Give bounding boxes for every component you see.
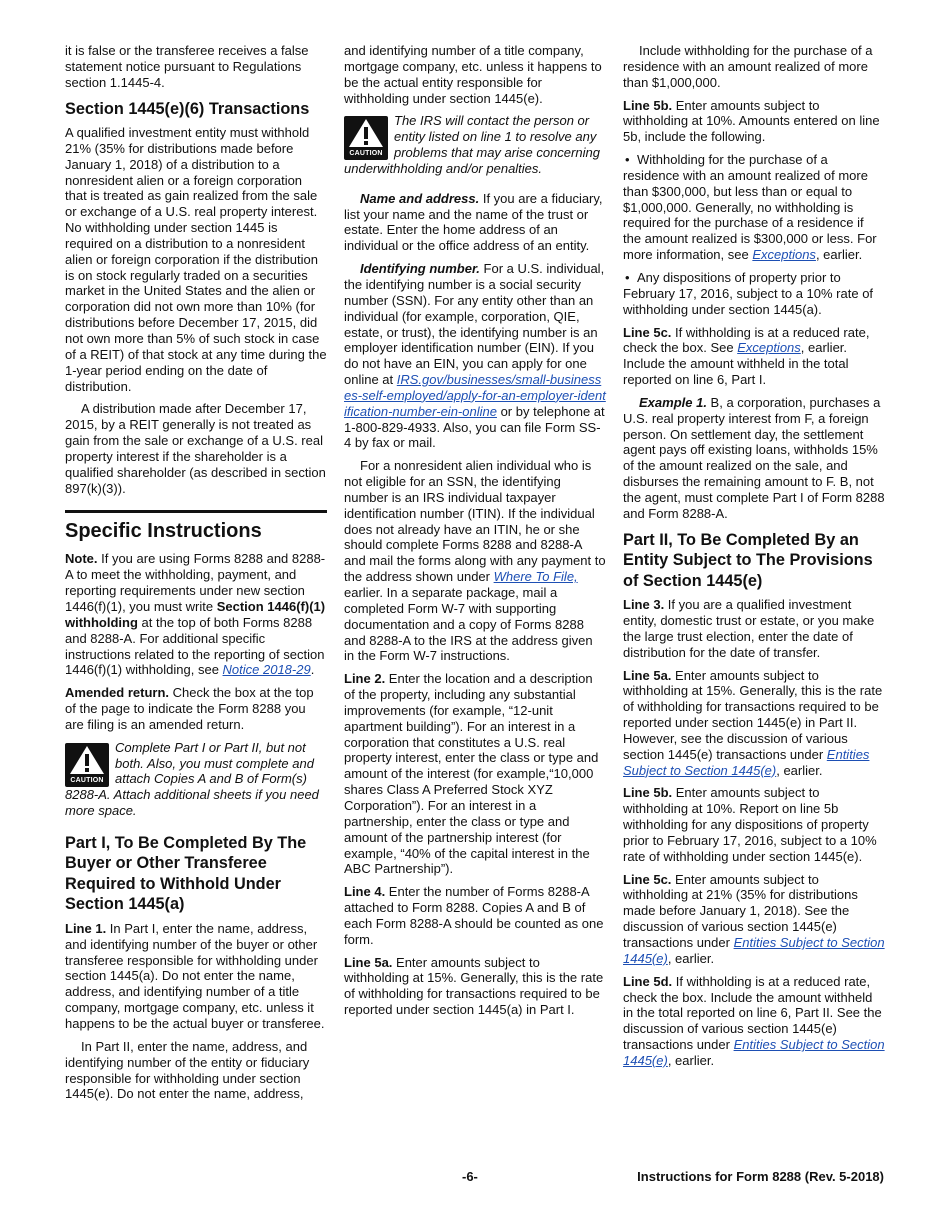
text: . (310, 662, 315, 678)
link-exceptions[interactable]: Exceptions (752, 247, 816, 263)
subsection-heading (65, 99, 327, 120)
caution-icon (65, 743, 109, 787)
bullet-item (623, 270, 885, 318)
paragraph (623, 395, 885, 522)
paragraph (344, 671, 606, 877)
text: , earlier. (776, 762, 823, 778)
text: A qualified investment entity must withhold 21% (35% for distributions made before January 1, 2018) of a distribution to a nonresident alien or a foreign corporation that is treated as gain realized from the sale or exchange of a U.S. real property interest. No withholding under section 1445 is required on a distribution to a nonresident alien or foreign corporation if the distribution is on stock regularly traded on a securities market in the United States and the alien or corporation did not own more than 10% (for distributions before December 17, 2015, did not own more than 5% of such stock in case of a REIT) of that stock at any time during the 1-year period ending on the date of distribution. (65, 125, 327, 394)
bold-lead-in: Line 5d. (623, 973, 673, 989)
paragraph (65, 401, 327, 496)
bold-lead-in: Line 5b. (623, 785, 673, 801)
text: Enter amounts subject to withholding at 10%. Amounts entered on line 5b, include the following. (623, 97, 880, 145)
paragraph (65, 43, 327, 91)
paragraph (65, 551, 327, 678)
link-entities-subject-to-section-1445-e[interactable]: Entities Subject to Section 1445(e) (623, 1037, 885, 1068)
bullet-icon: • (625, 269, 630, 285)
bold-lead-in: Line 3. (623, 597, 665, 613)
caution-note (344, 113, 606, 176)
text: Withholding for the purchase of a residence with an amount realized of more than $300,000, but less than or equal to $1,000,000. Generally, no withholding is required for the purchase of a residence if the amount realized is $300,000 or less. For more information, see (623, 152, 877, 263)
text: If you are a qualified investment entity, domestic trust or estate, or you make the large trust election, enter the date of distribution for the date of transfer. (623, 597, 875, 660)
text: Specific Instructions (65, 520, 262, 543)
paragraph (344, 43, 606, 106)
text: A distribution made after December 17, 2015, by a REIT generally is not treated as gain from the sale or exchange of a U.S. real property interest if the shareholder is a qualified shareholder (as described in section 897(k)(3)). (65, 401, 326, 496)
text: it is false or the transferee receives a false statement notice pursuant to Regulations section 1.1445-4. (65, 43, 309, 90)
text: Section 1445(e)(6) Transactions (65, 99, 310, 118)
link-irs-gov-businesses-small-businesses-self[interactable]: IRS.gov/businesses/small-businesses-self-employed/apply-for-an-employer-identification-number-ein-online (344, 372, 606, 419)
paragraph (623, 668, 885, 779)
bold-lead-in: Note. (65, 551, 98, 567)
caution-label: CAUTION (70, 776, 104, 784)
paragraph (623, 974, 885, 1069)
bold-italic-lead-in: Identifying number. (360, 261, 480, 277)
paragraph (65, 685, 327, 733)
page-number: -6- (462, 1169, 478, 1184)
subsection-heading (65, 833, 327, 915)
column-middle (344, 43, 606, 1025)
caution-note (65, 740, 327, 819)
text: or by telephone at 1-800-829-4933. Also, you can file Form SS-4 by fax or mail. (344, 403, 605, 451)
column-left (65, 43, 327, 1109)
text: If withholding is at a reduced rate, check the box. Include the amount withheld in the total reported on line 6, Part II. See the discussion of various section 1445(e) transactions under (623, 973, 882, 1053)
paragraph (623, 98, 885, 146)
paragraph (623, 785, 885, 864)
bold-lead-in: Line 4. (344, 884, 386, 900)
bold-lead-in: Amended return. (65, 685, 170, 701)
text: In Part I, enter the name, address, and identifying number of the buyer or other transferee responsible for withholding under section 1445(a). Do not enter the name, address, and identifying number of a title company, mortgage company, etc. unless it happens to be the actual buyer or transferee. (65, 920, 325, 1031)
paragraph (623, 325, 885, 388)
bold-lead-in: Line 5c. (623, 324, 672, 340)
text: , earlier. Include the amount withheld in the total reported on line 6, Part I. (623, 340, 849, 388)
footer-title: Instructions for Form 8288 (Rev. 5-2018) (637, 1169, 884, 1184)
paragraph (344, 261, 606, 451)
text: For a nonresident alien individual who is not eligible for an SSN, the identifying number is an IRS individual taxpayer identification number (ITIN). If the individual does not already have an ITIN, he or she should complete Forms 8288 and 8288-A and mail the forms along with any payment to the address shown under (344, 458, 606, 585)
link-entities-subject-to-section-1445-e[interactable]: Entities Subject to Section 1445(e) (623, 746, 870, 778)
link-notice-2018-29[interactable]: Notice 2018-29 (222, 662, 311, 678)
text: If you are using Forms 8288 and 8288-A to meet the withholding, payment, and reporting requirements under new section 1446(f)(1), you must write (65, 551, 326, 614)
text: Enter the location and a description of the property, including any substantial improvements (for example, “12-unit apartment building”). For an interest in a corporation that constitutes a U.S. real property interest, enter the class or type and amount of the interest (for example,“10,000 shares Class A Preferred Stock XYZ Corporation”). For an interest in a partnership, enter the class or type and amount of the partnership interest (for example, “40% of the capital interest in the ABC Partnership”). (344, 671, 599, 877)
text: at the top of both Forms 8288 and 8288-A. For additional specific instructions related to the reporting of section 1446(f)(1) withholding, see (65, 614, 325, 678)
text: Any dispositions of property prior to February 17, 2016, subject to a 10% rate of withholding under section 1445(a). (623, 269, 874, 317)
text: B, a corporation, purchases a U.S. real property interest from F, a foreign person. On settlement day, the settlement agent pays off existing loans, withholds 15% of the amount realized on the sale, and disburses the remaining amount to F. B, not the agent, must complete Part I of Form 8288 and Form 8288-A. (623, 394, 885, 521)
text: If withholding is at a reduced rate, check the box. See (623, 324, 870, 356)
paragraph (344, 191, 606, 254)
paragraph (623, 597, 885, 660)
text: Part I, To Be Completed By The Buyer or Other Transferee Required to Withhold Under Section 1445(a) (65, 833, 307, 914)
text: The IRS will contact the person or entity listed on line 1 to resolve any problems that may arise concerning underwithholding and/or penalties. (344, 113, 600, 176)
text: Enter amounts subject to withholding at 15%. Generally, this is the rate of withholding for transactions required to be reported under section 1445(e) in Part II. However, see the discussion of various section 1445(e) transactions under (623, 667, 883, 762)
text: Enter amounts subject to withholding at 15%. Generally, this is the rate of withholding for transactions required to be reported under section 1445(a) in Part I. (344, 954, 604, 1018)
bold-italic-lead-in: Example 1. (639, 394, 707, 410)
text: In Part II, enter the name, address, and identifying number of the entity or fiduciary responsible for withholding under section 1445(e). Do not enter the name, address, (65, 1038, 310, 1102)
paragraph (623, 43, 885, 91)
text: , earlier. (667, 950, 715, 966)
text: , earlier. (815, 247, 863, 263)
text: Check the box at the top of the page to indicate the Form 8288 you are filing is an amended return. (65, 685, 314, 732)
paragraph (65, 921, 327, 1032)
text: Include withholding for the purchase of a residence with an amount realized of more than $1,000,000. (623, 43, 873, 90)
paragraph (344, 955, 606, 1018)
paragraph (344, 458, 606, 664)
text: , earlier. (667, 1052, 715, 1068)
bold-italic-lead-in: Name and address. (360, 190, 480, 206)
paragraph (65, 125, 327, 394)
text: Enter the number of Forms 8288-A attached to Form 8288. Copies A and B of each Form 8288-A should be counted as one form. (344, 884, 604, 947)
section-heading (65, 510, 327, 543)
bold-lead-in: Line 5b. (623, 97, 673, 113)
caution-icon (344, 116, 388, 160)
bold-lead-in: Line 5c. (623, 871, 672, 887)
bold-lead-in: Line 1. (65, 920, 107, 936)
paragraph (344, 884, 606, 947)
bullet-icon: • (625, 152, 630, 168)
text: earlier. In a separate package, mail a completed Form W-7 with supporting documentation and a copy of Forms 8288 and 8288-A to the IRS at the address given in the Form W-7 instructions. (344, 585, 593, 664)
paragraph (623, 872, 885, 967)
caution-label: CAUTION (349, 150, 383, 158)
text: Part II, To Be Completed By an Entity Subject to The Provisions of Section 1445(e) (623, 530, 873, 590)
text: If you are a fiduciary, list your name and the name of the trust or estate. Enter the home address of an individual or the office address of an entity. (344, 190, 603, 254)
text: Complete Part I or Part II, but not both. Also, you must complete and attach Copies A and B of Form(s) 8288-A. Attach additional sheets if you need more space. (65, 739, 319, 819)
text: Enter amounts subject to withholding at 21% (35% for distributions made before January 1, 2018). See the discussion of various section 1445(e) transactions under (623, 871, 858, 950)
link-where-to-file[interactable]: Where To File, (493, 569, 578, 585)
bold-lead-in: Line 5a. (623, 667, 672, 683)
link-entities-subject-to-section-1445-e[interactable]: Entities Subject to Section 1445(e) (623, 935, 885, 966)
bold-lead-in: Line 2. (344, 671, 386, 687)
text: Enter amounts subject to withholding at 10%. Report on line 5b withholding for any dispositions of property prior to February 17, 2016, subject to a 10% rate of withholding under section 1445(e). (623, 785, 877, 864)
bold-lead-in: Line 5a. (344, 954, 393, 970)
paragraph (65, 1039, 327, 1102)
bullet-item (623, 152, 885, 263)
bold-lead-in: Section 1446(f)(1) withholding (65, 598, 326, 630)
link-exceptions[interactable]: Exceptions (737, 340, 801, 356)
text: and identifying number of a title company, mortgage company, etc. unless it happens to be the actual entity responsible for withholding under section 1445(e). (344, 43, 602, 106)
subsection-heading (623, 530, 885, 592)
text: For a U.S. individual, the identifying number is a social security number (SSN). For any entity other than an individual (for example, corporation, QIE, estate, or trust), the identifying number is an employer identification number (EIN). If you do not have an EIN, you can apply for one online at (344, 261, 605, 388)
column-right (623, 43, 885, 1076)
